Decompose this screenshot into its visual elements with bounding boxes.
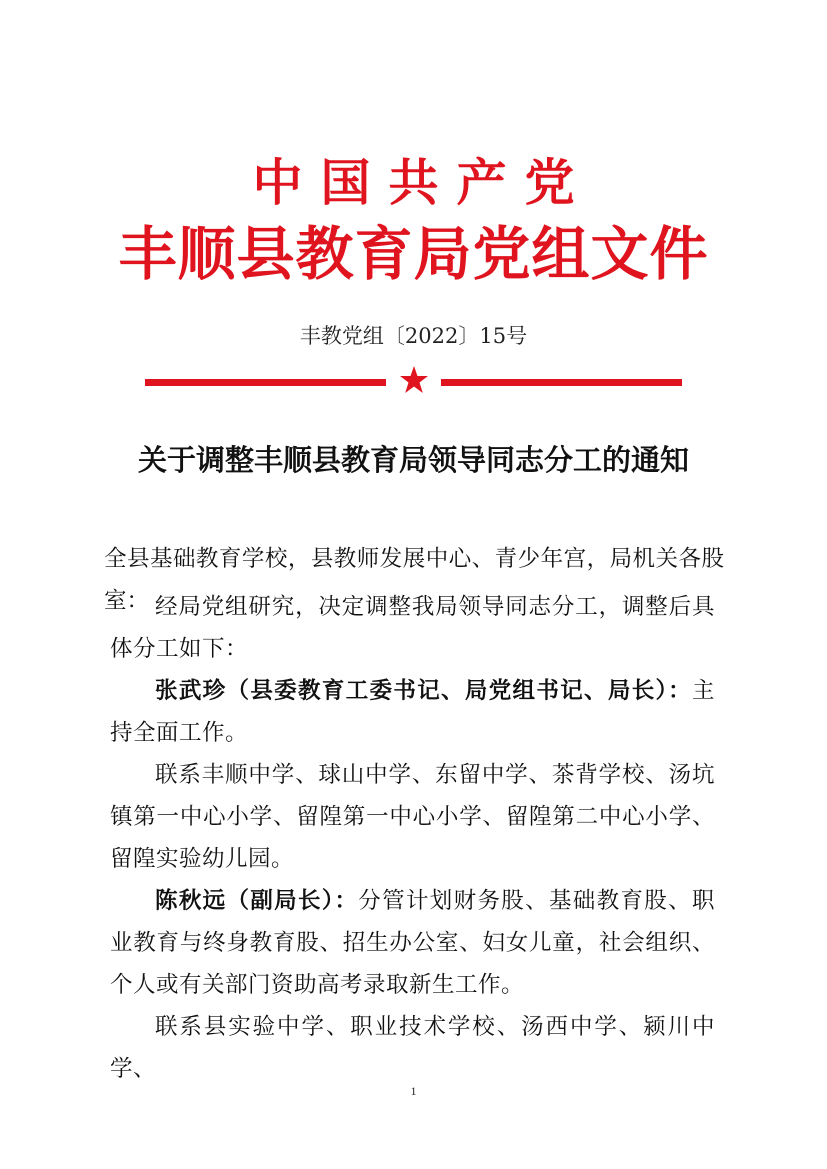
paragraph-intro: 经局党组研究，决定调整我局领导同志分工，调整后具体分工如下： [110,594,715,662]
leader-duty: 主持全面工作。 [110,678,715,746]
paragraph-zhang-contacts: 联系丰顺中学、球山中学、东留中学、茶背学校、汤坑镇第一中心小学、留隍第一中心小学、留隍第二中心小学、留隍实验幼儿园。 [110,762,715,872]
document-number: 丰教党组〔2022〕15号 [299,324,528,348]
leader-role: （县委教育工委书记、局党组书记、局长）： [226,678,692,704]
leader-role: （副局长）： [226,888,359,914]
addressee: 全县基础教育学校，县教师发展中心、青少年宫，局机关各股室： [104,546,724,614]
red-divider-left [145,379,386,386]
star-icon [398,364,430,396]
paragraph-leader-zhang [110,670,715,754]
red-divider-right [441,379,682,386]
paragraph-chen-contacts: 联系县实验中学、职业技术学校、汤西中学、颍川中学、 [110,1014,715,1082]
page-number: 1 [410,1084,417,1098]
document-title: 关于调整丰顺县教育局领导同志分工的通知 [137,443,689,477]
leader-duty: 分管计划财务股、基础教育股、职业教育与终身教育股、招生办公室、妇女儿童，社会组织、个人或有关部门资助高考录取新生工作。 [110,888,715,998]
issuer-line-party: 中国共产党 [252,153,593,212]
issuer-line-bureau: 丰顺县教育局党组文件 [118,220,709,288]
paragraph-leader-chen [110,880,715,1006]
leader-name: 陈秋远 [155,888,227,914]
leader-name: 张武珍 [155,678,227,704]
